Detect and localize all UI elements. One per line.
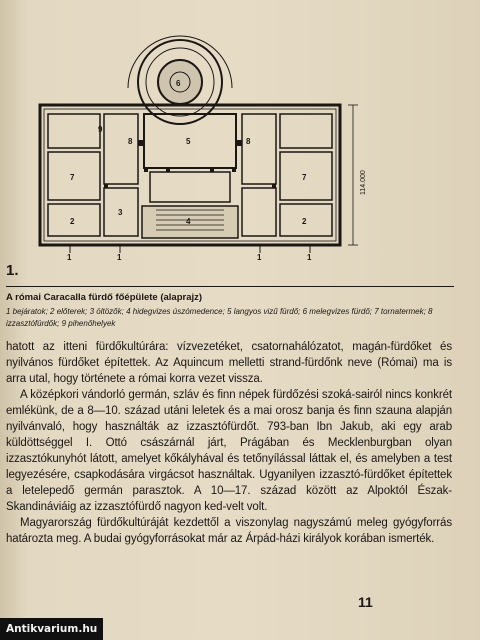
paragraph-1: hatott az itteni fürdőkultúrára: vízvezetéket, csatornahálózatot, magán-fürdőket és nyilvános fürdőket építettek. Az Aquincum melletti strand-fürdőnk neve (Római) ma is arra utal, hogy története a római korra vezet vissza. [6, 341, 452, 385]
room-label-2-right: 2 [302, 217, 307, 226]
room-label-8-left: 8 [128, 137, 133, 146]
room-label-1-b: 1 [117, 253, 122, 260]
room-label-7-right: 7 [302, 173, 307, 182]
room-label-2-left: 2 [70, 217, 75, 226]
room-label-4: 4 [186, 217, 191, 226]
watermark-logo[interactable]: Antikvarium.hu [0, 618, 103, 640]
room-label-7-left: 7 [70, 173, 75, 182]
scale-label: 114.000 [360, 170, 367, 195]
room-label-1-d: 1 [307, 253, 312, 260]
room-label-8-right: 8 [246, 137, 251, 146]
paragraph-3: Magyarország fürdőkultúráját kezdettől a viszonylag nagyszámú meleg gyógyforrás határozta meg. A budai gyógyforrásokat már az Árpád-házi királyok korában ismerték. [6, 517, 452, 545]
caption-divider [6, 286, 454, 287]
room-label-3: 3 [118, 208, 123, 217]
page-number: 11 [358, 594, 373, 610]
figure-legend: 1 bejáratok; 2 előterek; 3 öltözők; 4 hidegvizes úszómedence; 5 langyos vizű fürdő; 6 melegvizes fürdő; 7 tornatermek; 8 izzasztófürdők; 9 pihenőhelyek [6, 307, 433, 328]
room-label-6: 6 [176, 79, 181, 88]
body-text [6, 339, 452, 547]
figure-number: 1. [6, 262, 19, 279]
figure-caption-title: A római Caracalla fürdő főépülete (alaprajz) [6, 292, 203, 303]
floor-plan-drawing [20, 10, 370, 260]
room-label-1-c: 1 [257, 253, 262, 260]
room-label-5: 5 [186, 137, 191, 146]
room-label-9: 9 [98, 125, 103, 134]
room-label-1-a: 1 [67, 253, 72, 260]
paragraph-2: A középkori vándorló germán, szláv és finn népek fürdőzési szoká-sairól nincs konkrét emlékünk, de a 8—10. század utáni leletek és a mai orosz banja és finn szauna alapján nyilvánvaló, hogy használták az izzasztófürdőt. 793-ban Ibn Jakub, aki egy arab küldöttséggel I. Ottó császárnál járt, Prágában és Mecklenburgban olyan izzasztókunyhót látott, amelyet kőkályhával és tetőnyílással láttak el, és amelyben a test legyezésére, csapkodására virgácsot használtak. Ugyanilyen izzasztó-fürdőket építettek a letelepedő germán parasztok. A 10—17. század között az Alpoktól Észak-Skandináviáig az izzasztófürdő nagyon ked-velt volt. [6, 389, 452, 513]
